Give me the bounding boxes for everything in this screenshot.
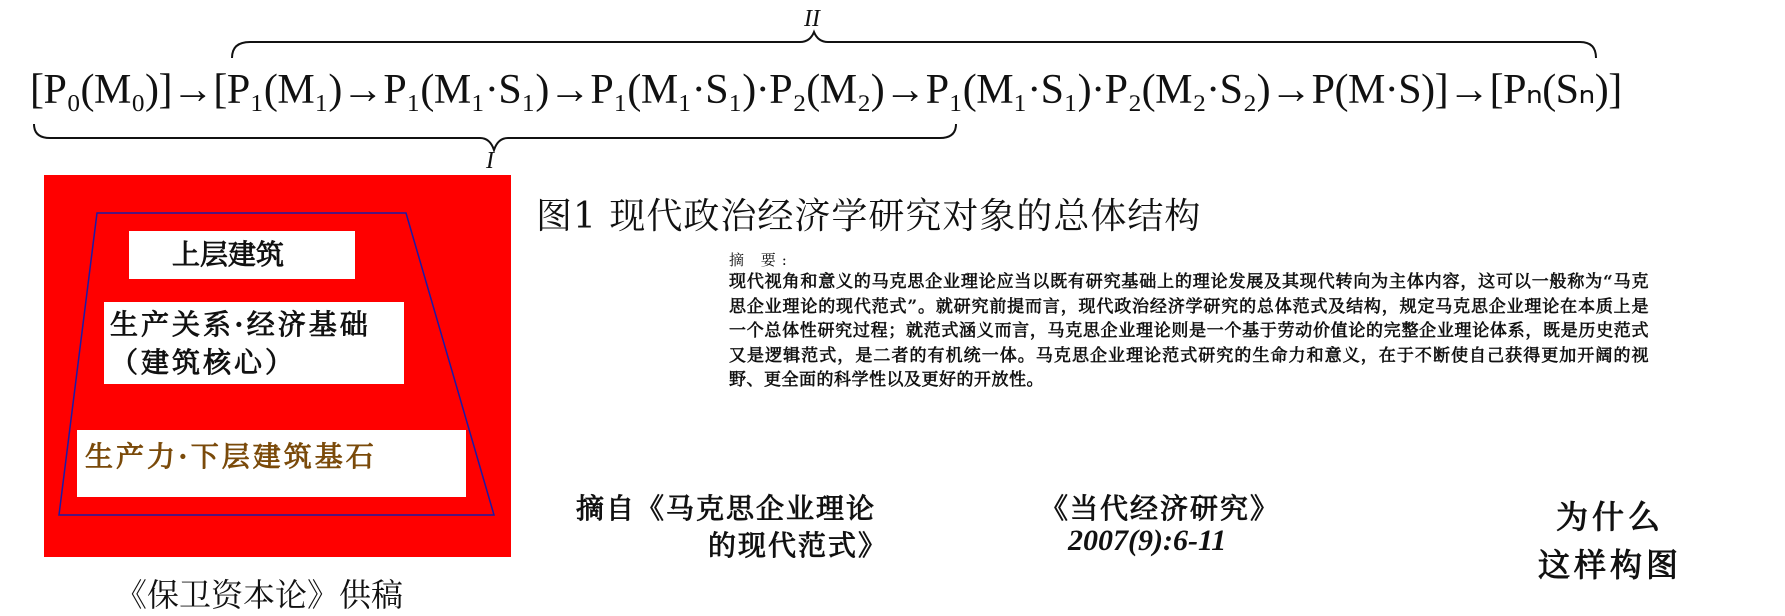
journal-issue: 2007(9):6-11 xyxy=(1068,524,1227,557)
excerpt-line2: 的现代范式》 xyxy=(708,529,889,562)
box-superstructure: 上层建筑 xyxy=(129,231,355,279)
excerpt-line1: 摘自《马克思企业理论 xyxy=(576,492,877,525)
brace-label-i: I xyxy=(486,148,494,174)
abstract-label: 摘 要: xyxy=(729,251,793,269)
box-productive-forces: 生产力·下层建筑基石 xyxy=(77,430,466,497)
box-economic-base: 生产关系·经济基础（建筑核心） xyxy=(104,302,404,384)
journal-name: 《当代经济研究》 xyxy=(1040,492,1281,525)
sponsor-credit: 《保卫资本论》供稿 xyxy=(115,576,404,614)
formula: [P₀(M₀)]→[P₁(M₁)→P₁(M₁·S₁)→P₁(M₁·S₁)·P₂(M₂)→P₁(M₁·S₁)·P₂(M₂·S₂)→P(M·S)]→[Pₙ(Sₙ)] xyxy=(30,67,1622,113)
brace-label-ii: II xyxy=(804,6,820,32)
question-line1: 为什么 xyxy=(1555,498,1664,536)
abstract-text: 现代视角和意义的马克思企业理论应当以既有研究基础上的理论发展及其现代转向为主体内容，这可以一般称为“马克思企业理论的现代范式”。就研究前提而言，现代政治经济学研究的总体范式及结构，规定马克思企业理论在本质上是一个总体性研究过程；就范式涵义而言，马克思企业理论则是一个基于劳动价值论的完整企业理论体系，既是历史范式又是逻辑范式，是二者的有机统一体。马克思企业理论范式研究的生命力和意义，在于不断使自己获得更加开阔的视野、更全面的科学性以及更好的开放性。 xyxy=(729,272,1649,390)
figure-caption: 图1 现代政治经济学研究对象的总体结构 xyxy=(536,196,1202,237)
question-line2: 这样构图 xyxy=(1537,546,1682,584)
